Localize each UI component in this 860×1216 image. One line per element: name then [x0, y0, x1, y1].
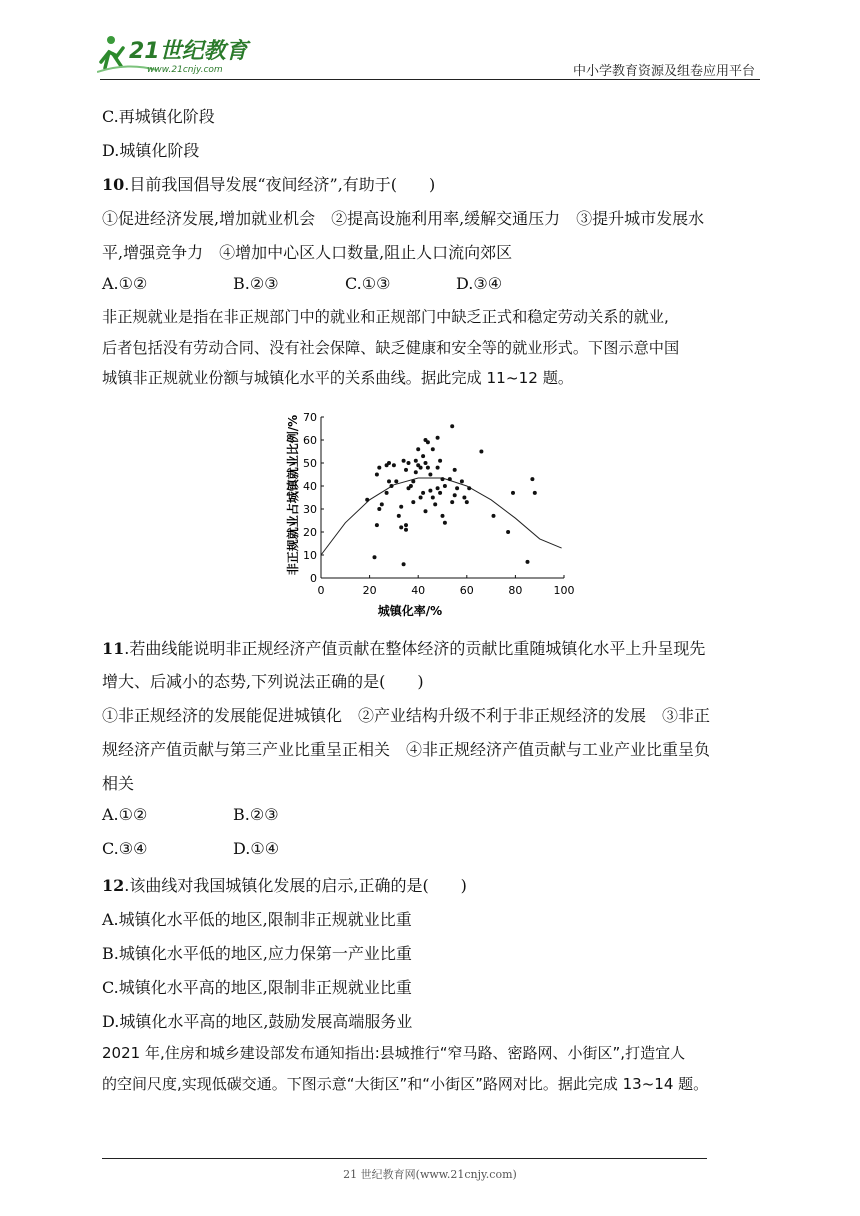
data-point	[436, 436, 440, 440]
passage-informal-employment	[102, 302, 762, 394]
x-tick-label: 0	[317, 584, 325, 597]
question-12-option-b: B.城镇化水平低的地区,应力保第一产业比重	[102, 944, 412, 963]
y-tick-label: 60	[303, 434, 317, 447]
data-point	[416, 447, 420, 451]
chart-points	[365, 424, 537, 566]
data-point	[404, 468, 408, 472]
prev-option-d: D.城镇化阶段	[102, 141, 200, 160]
data-point	[450, 424, 454, 428]
logo-title: 21世纪教育	[129, 39, 248, 64]
data-point	[426, 466, 430, 470]
question-10-item-line-1: ①促进经济发展,增加就业机会 ②提高设施利用率,缓解交通压力 ③提升城市发展水	[102, 209, 705, 228]
data-point	[404, 528, 408, 532]
question-10-stem	[102, 172, 435, 195]
question-12-option-d: D.城镇化水平高的地区,鼓励发展高端服务业	[102, 1012, 413, 1031]
data-point	[511, 491, 515, 495]
data-point	[397, 514, 401, 518]
data-point	[421, 454, 425, 458]
data-point	[365, 498, 369, 502]
x-tick-label: 20	[362, 584, 377, 597]
question-text: .该曲线对我国城镇化发展的启示,正确的是( )	[124, 876, 467, 895]
header-divider	[100, 79, 760, 80]
data-point	[394, 479, 398, 483]
data-point	[443, 521, 447, 525]
question-12-option-c: C.城镇化水平高的地区,限制非正规就业比重	[102, 978, 412, 997]
data-point	[455, 486, 459, 490]
data-point	[421, 491, 425, 495]
data-point	[411, 500, 415, 504]
data-point	[377, 507, 381, 511]
data-point	[533, 491, 537, 495]
prev-option-c: C.再城镇化阶段	[102, 107, 215, 126]
data-point	[399, 505, 403, 509]
logo-url: www.21cnjy.com	[147, 65, 223, 75]
data-point	[373, 555, 377, 559]
data-point	[402, 459, 406, 463]
data-point	[438, 459, 442, 463]
question-11-stem-line-2: 增大、后减小的态势,下列说法正确的是( )	[102, 672, 424, 691]
question-12-option-a: A.城镇化水平低的地区,限制非正规就业比重	[102, 910, 412, 929]
x-tick-label: 80	[508, 584, 523, 597]
data-point	[426, 440, 430, 444]
data-point	[411, 479, 415, 483]
data-point	[390, 484, 394, 488]
data-point	[407, 461, 411, 465]
chart-y-axis-label: 非正规就业占城镇就业比例/%	[286, 414, 300, 576]
data-point	[380, 502, 384, 506]
y-tick-label: 10	[303, 549, 317, 562]
question-11-item-line-3: 相关	[102, 774, 135, 793]
site-logo	[97, 32, 267, 76]
data-point	[453, 493, 457, 497]
question-10-option-b: B.②③	[233, 274, 279, 293]
question-11-item-line-1: ①非正规经济的发展能促进城镇化 ②产业结构升级不利于非正规经济的发展 ③非正	[102, 706, 711, 725]
data-point	[448, 477, 452, 481]
scatter-chart	[280, 405, 590, 620]
question-text: .若曲线能说明非正规经济产值贡献在整体经济的贡献比重随城镇化水平上升呈现先	[124, 639, 706, 658]
passage-line: 后者包括没有劳动合同、没有社会保障、缺乏健康和安全等的就业形式。下图示意中国	[102, 338, 680, 357]
footer-text: 21 世纪教育网(www.21cnjy.com)	[343, 1168, 517, 1181]
data-point	[530, 477, 534, 481]
x-tick-label: 40	[411, 584, 426, 597]
data-point	[450, 500, 454, 504]
data-point	[438, 491, 442, 495]
question-number: 11	[102, 639, 125, 658]
data-point	[387, 461, 391, 465]
data-point	[441, 477, 445, 481]
y-tick-label: 40	[303, 480, 317, 493]
data-point	[375, 523, 379, 527]
question-10-option-a: A.①②	[102, 274, 148, 293]
question-11-option-a: A.①②	[102, 805, 148, 824]
data-point	[436, 486, 440, 490]
chart-x-axis-label: 城镇化率/%	[377, 604, 443, 618]
data-point	[492, 514, 496, 518]
data-point	[387, 479, 391, 483]
data-point	[465, 500, 469, 504]
data-point	[462, 496, 466, 500]
data-point	[428, 473, 432, 477]
question-text: .目前我国倡导发展“夜间经济”,有助于( )	[124, 175, 436, 194]
data-point	[479, 450, 483, 454]
chart-axes	[321, 417, 564, 578]
data-point	[467, 486, 471, 490]
question-12-stem	[102, 873, 467, 896]
data-point	[419, 466, 423, 470]
passage-line: 的空间尺度,实现低碳交通。下图示意“大街区”和“小街区”路网对比。据此完成 13~14 题。	[102, 1074, 709, 1093]
question-11-option-c: C.③④	[102, 839, 148, 858]
data-point	[431, 496, 435, 500]
x-tick-label: 60	[459, 584, 474, 597]
header-tagline: 中小学教育资源及组卷应用平台	[572, 64, 755, 79]
y-tick-label: 30	[303, 503, 317, 516]
data-point	[414, 459, 418, 463]
data-point	[419, 496, 423, 500]
y-tick-label: 70	[303, 411, 317, 424]
data-point	[428, 489, 432, 493]
data-point	[377, 466, 381, 470]
question-11-option-b: B.②③	[233, 805, 279, 824]
question-11-stem-line-1	[102, 636, 705, 659]
footer-divider	[102, 1158, 707, 1159]
data-point	[402, 562, 406, 566]
question-11-item-line-2: 规经济产值贡献与第三产业比重呈正相关 ④非正规经济产值贡献与工业产业比重呈负	[102, 740, 711, 759]
data-point	[392, 463, 396, 467]
data-point	[443, 484, 447, 488]
x-tick-label: 100	[553, 584, 575, 597]
passage-line: 非正规就业是指在非正规部门中的就业和正规部门中缺乏正式和稳定劳动关系的就业,	[102, 308, 669, 326]
data-point	[424, 461, 428, 465]
data-point	[409, 484, 413, 488]
data-point	[436, 466, 440, 470]
data-point	[431, 447, 435, 451]
question-number: 12	[102, 876, 125, 895]
data-point	[404, 523, 408, 527]
data-point	[506, 530, 510, 534]
question-11-option-d: D.①④	[233, 839, 280, 858]
passage-line: 城镇非正规就业份额与城镇化水平的关系曲线。据此完成 11~12 题。	[102, 369, 574, 387]
data-point	[375, 473, 379, 477]
passage-street-network	[102, 1038, 762, 1099]
data-point	[399, 525, 403, 529]
data-point	[433, 502, 437, 506]
data-point	[453, 468, 457, 472]
data-point	[424, 509, 428, 513]
y-tick-label: 50	[303, 457, 317, 470]
y-tick-label: 20	[303, 526, 317, 539]
data-point	[526, 560, 530, 564]
passage-line: 2021 年,住房和城乡建设部发布通知指出:县城推行“窄马路、密路网、小街区”,打造宜人	[102, 1044, 686, 1062]
question-number: 10	[102, 175, 125, 194]
data-point	[441, 514, 445, 518]
question-10-item-line-2: 平,增强竞争力 ④增加中心区人口数量,阻止人口流向郊区	[102, 243, 513, 262]
y-tick-label: 0	[310, 572, 317, 585]
data-point	[414, 470, 418, 474]
data-point	[460, 479, 464, 483]
question-10-option-d: D.③④	[456, 274, 503, 293]
data-point	[385, 491, 389, 495]
question-10-option-c: C.①③	[345, 274, 391, 293]
